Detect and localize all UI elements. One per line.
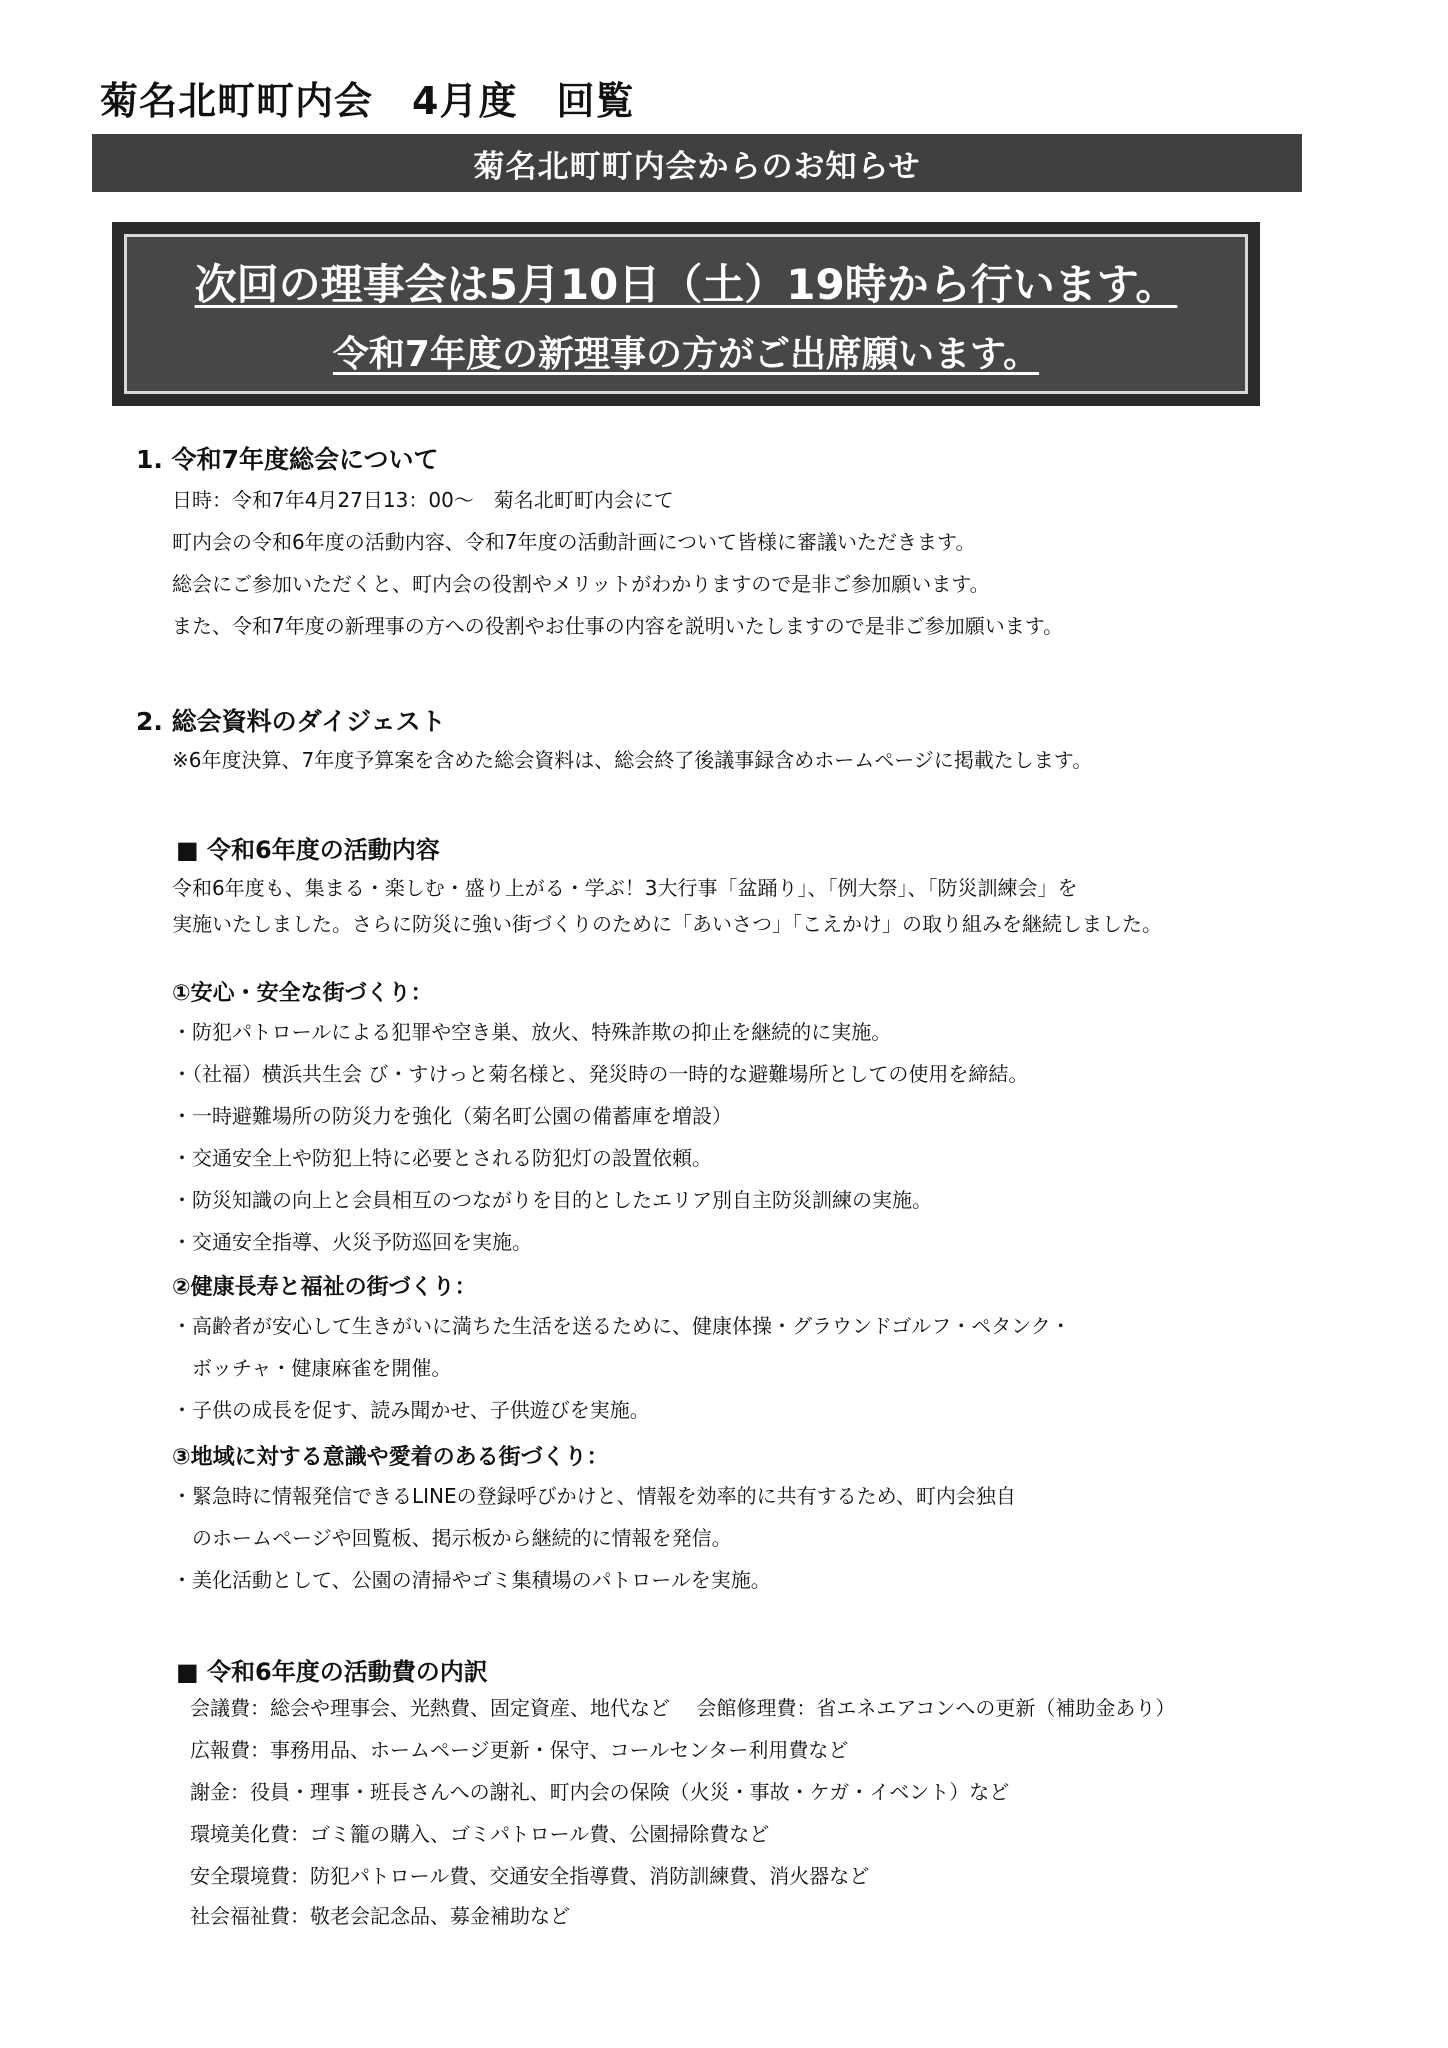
page-title: 菊名北町町内会 4月度 回覧 <box>100 79 635 123</box>
list-item: ・緊急時に情報発信できるLINEの登録呼びかけと、情報を効率的に共有するため、町内会独自 <box>172 1484 1016 1508</box>
expense-item: 安全環境費：防犯パトロール費、交通安全指導費、消防訓練費、消火器など <box>190 1864 870 1888</box>
expenses-heading: ■ 令和6年度の活動費の内訳 <box>176 1658 488 1686</box>
list-item: ・交通安全指導、火災予防巡回を実施。 <box>172 1230 532 1254</box>
list-item: ・交通安全上や防犯上特に必要とされる防犯灯の設置依頼。 <box>172 1146 712 1170</box>
list-item: ・美化活動として、公園の清掃やゴミ集積場のパトロールを実施。 <box>172 1568 771 1592</box>
list-item: ・防災知識の向上と会員相互のつながりを目的としたエリア別自主防災訓練の実施。 <box>172 1188 932 1212</box>
list-item: ・（社福）横浜共生会 び・すけっと菊名様と、発災時の一時的な避難場所としての使用を締結。 <box>172 1062 1029 1086</box>
list-item: ・子供の成長を促す、読み聞かせ、子供遊びを実施。 <box>172 1398 650 1422</box>
list-item: のホームページや回覧板、掲示板から継続的に情報を発信。 <box>192 1526 732 1550</box>
list-item: ボッチャ・健康麻雀を開催。 <box>192 1356 452 1380</box>
list-item: ・防犯パトロールによる犯罪や空き巣、放火、特殊詐欺の抑止を継続的に実施。 <box>172 1020 892 1044</box>
section-2-heading: 2. 総会資料のダイジェスト <box>136 707 446 736</box>
section-1-heading: 1. 令和7年度総会について <box>136 445 439 474</box>
notice-line-1: 次回の理事会は5月10日（土）19時から行います。 <box>194 259 1178 309</box>
expense-item: 社会福祉費：敬老会記念品、募金補助など <box>190 1904 570 1928</box>
activities-intro: 実施いたしました。さらに防災に強い街づくりのために「あいさつ」「こえかけ」の取り組みを継続しました。 <box>172 912 1162 936</box>
list-item: ・一時避難場所の防災力を強化（菊名町公園の備蓄庫を増設） <box>172 1104 732 1128</box>
activities-intro: 令和6年度も、集まる・楽しむ・盛り上がる・学ぶ！3大行事「盆踊り」、「例大祭」、「防災訓練会」を <box>172 876 1078 900</box>
section-1-line: 総会にご参加いただくと、町内会の役割やメリットがわかりますので是非ご参加願います。 <box>172 572 990 596</box>
expense-item: 広報費：事務用品、ホームページ更新・保守、コールセンター利用費など <box>190 1738 849 1762</box>
section-1-line: また、令和7年度の新理事の方への役割やお仕事の内容を説明いたしますので是非ご参加願います。 <box>172 614 1064 638</box>
list-item: ・高齢者が安心して生きがいに満ちた生活を送るために、健康体操・グラウンドゴルフ・ペタンク・ <box>172 1314 1071 1338</box>
section-banner: 菊名北町町内会からのお知らせ <box>92 134 1302 192</box>
section-1-line: 町内会の令和6年度の活動内容、令和7年度の活動計画について皆様に審議いただきます。 <box>172 530 976 554</box>
expense-item: 会議費：総会や理事会、光熱費、固定資産、地代など 会館修理費：省エネエアコンへの更新（補助金あり） <box>190 1696 1176 1720</box>
expense-item: 謝金：役員・理事・班長さんへの謝礼、町内会の保険（火災・事故・ケガ・イベント）など <box>190 1780 1010 1804</box>
expense-item: 環境美化費：ゴミ籠の購入、ゴミパトロール費、公園掃除費など <box>190 1822 770 1846</box>
subsection-3-heading: ③地域に対する意識や愛着のある街づくり： <box>172 1445 609 1470</box>
activities-heading: ■ 令和6年度の活動内容 <box>176 836 440 864</box>
subsection-1-heading: ①安心・安全な街づくり： <box>172 981 433 1006</box>
subsection-2-heading: ②健康長寿と福祉の街づくり： <box>172 1275 477 1300</box>
notice-line-2: 令和7年度の新理事の方がご出席願います。 <box>332 333 1040 375</box>
notice-box <box>112 222 1260 406</box>
notice-box-inner <box>124 234 1248 394</box>
section-1-line: 日時：令和7年4月27日13：00～ 菊名北町町内会にて <box>172 488 674 512</box>
section-2-note: ※6年度決算、7年度予算案を含めた総会資料は、総会終了後議事録含めホームページに掲載たします。 <box>172 748 1093 772</box>
